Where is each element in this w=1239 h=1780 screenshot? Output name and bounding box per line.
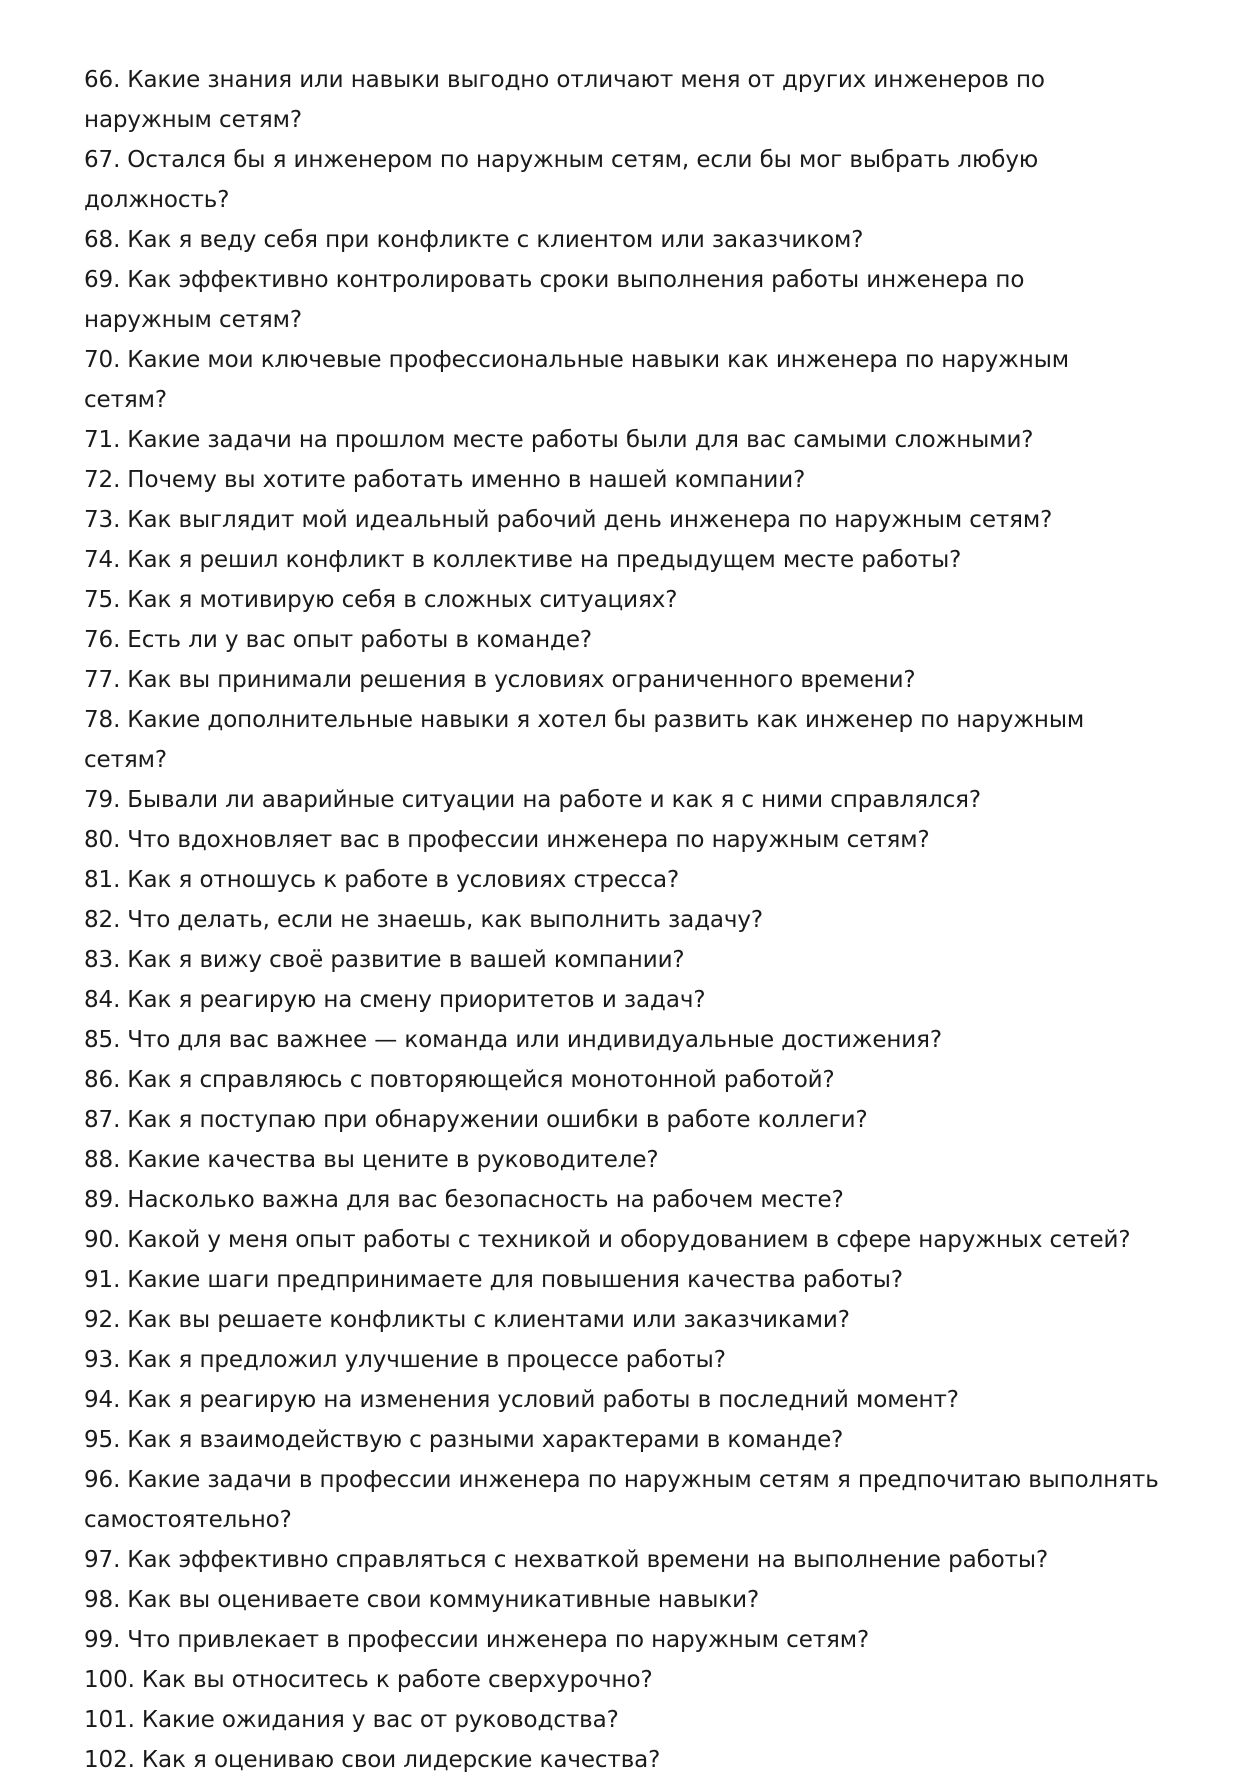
question-item (84, 980, 1159, 1020)
question-text: Как вы решаете конфликты с клиентами или заказчиками? (127, 1307, 850, 1333)
question-item (84, 1140, 1159, 1180)
question-text: Как я реагирую на смену приоритетов и задач? (127, 987, 706, 1013)
question-text: Как эффективно справляться с нехваткой времени на выполнение работы? (127, 1547, 1049, 1573)
question-text: Какие шаги предпринимаете для повышения качества работы? (127, 1267, 903, 1293)
question-text: Есть ли у вас опыт работы в команде? (127, 627, 592, 653)
question-number: 85. (84, 1027, 121, 1053)
question-text: Какие качества вы цените в руководителе? (127, 1147, 659, 1173)
question-number: 80. (84, 827, 121, 853)
question-number: 86. (84, 1067, 121, 1093)
question-number: 95. (84, 1427, 121, 1453)
question-item (84, 780, 1159, 820)
question-text: Бывали ли аварийные ситуации на работе и как я с ними справлялся? (127, 787, 982, 813)
question-text: Что делать, если не знаешь, как выполнить задачу? (127, 907, 764, 933)
question-text: Какие мои ключевые профессиональные навыки как инженера по наружным сетям? (84, 347, 1070, 413)
question-item (84, 1020, 1159, 1060)
question-item (84, 540, 1159, 580)
question-text: Какие дополнительные навыки я хотел бы развить как инженер по наружным сетям? (84, 707, 1085, 773)
question-number: 77. (84, 667, 121, 693)
question-item (84, 1260, 1159, 1300)
question-item (84, 140, 1159, 220)
question-number: 70. (84, 347, 121, 373)
question-number: 87. (84, 1107, 121, 1133)
question-number: 76. (84, 627, 121, 653)
question-number: 81. (84, 867, 121, 893)
question-number: 66. (84, 67, 121, 93)
question-text: Как я предложил улучшение в процессе работы? (127, 1347, 726, 1373)
question-text: Какие ожидания у вас от руководства? (141, 1707, 619, 1733)
question-number: 96. (84, 1467, 121, 1493)
question-item (84, 1420, 1159, 1460)
question-number: 91. (84, 1267, 121, 1293)
question-text: Как я веду себя при конфликте с клиентом или заказчиком? (127, 227, 864, 253)
question-text: Как я взаимодействую с разными характерами в команде? (127, 1427, 844, 1453)
question-number: 101. (84, 1707, 135, 1733)
question-item (84, 460, 1159, 500)
question-item (84, 1460, 1159, 1540)
question-item (84, 220, 1159, 260)
question-text: Что привлекает в профессии инженера по наружным сетям? (127, 1627, 870, 1653)
question-number: 98. (84, 1587, 121, 1613)
question-item (84, 700, 1159, 780)
question-item (84, 420, 1159, 460)
question-item (84, 1540, 1159, 1580)
question-number: 75. (84, 587, 121, 613)
question-item (84, 820, 1159, 860)
question-number: 83. (84, 947, 121, 973)
question-item (84, 1180, 1159, 1220)
question-item (84, 580, 1159, 620)
question-number: 71. (84, 427, 121, 453)
question-number: 93. (84, 1347, 121, 1373)
question-number: 74. (84, 547, 121, 573)
question-number: 100. (84, 1667, 135, 1693)
question-item (84, 500, 1159, 540)
question-text: Насколько важна для вас безопасность на рабочем месте? (127, 1187, 844, 1213)
question-text: Как вы принимали решения в условиях ограниченного времени? (127, 667, 916, 693)
question-number: 79. (84, 787, 121, 813)
question-item (84, 860, 1159, 900)
question-text: Как вы относитесь к работе сверхурочно? (141, 1667, 653, 1693)
question-item (84, 1220, 1159, 1260)
question-list (84, 60, 1159, 1780)
question-number: 97. (84, 1547, 121, 1573)
question-text: Какие знания или навыки выгодно отличают меня от других инженеров по наружным сетям? (84, 67, 1045, 133)
question-item (84, 900, 1159, 940)
question-item (84, 340, 1159, 420)
question-text: Как я поступаю при обнаружении ошибки в работе коллеги? (127, 1107, 868, 1133)
question-number: 90. (84, 1227, 121, 1253)
question-item (84, 1100, 1159, 1140)
question-item (84, 620, 1159, 660)
question-item (84, 660, 1159, 700)
question-item (84, 1380, 1159, 1420)
question-item (84, 60, 1159, 140)
question-text: Как я вижу своё развитие в вашей компании? (127, 947, 685, 973)
question-number: 89. (84, 1187, 121, 1213)
question-item (84, 260, 1159, 340)
question-number: 68. (84, 227, 121, 253)
question-number: 67. (84, 147, 121, 173)
question-text: Как я реагирую на изменения условий работы в последний момент? (127, 1387, 959, 1413)
question-item (84, 1660, 1159, 1700)
question-item (84, 1620, 1159, 1660)
question-text: Что для вас важнее — команда или индивидуальные достижения? (127, 1027, 943, 1053)
question-number: 99. (84, 1627, 121, 1653)
question-number: 92. (84, 1307, 121, 1333)
question-number: 102. (84, 1747, 135, 1773)
question-text: Как выглядит мой идеальный рабочий день инженера по наружным сетям? (127, 507, 1053, 533)
question-item (84, 1700, 1159, 1740)
question-text: Как я мотивирую себя в сложных ситуациях? (127, 587, 678, 613)
question-number: 72. (84, 467, 121, 493)
question-text: Как я отношусь к работе в условиях стресса? (127, 867, 680, 893)
question-number: 73. (84, 507, 121, 533)
question-item (84, 1580, 1159, 1620)
question-text: Какой у меня опыт работы с техникой и оборудованием в сфере наружных сетей? (127, 1227, 1131, 1253)
question-text: Как эффективно контролировать сроки выполнения работы инженера по наружным сетям? (84, 267, 1025, 333)
question-text: Остался бы я инженером по наружным сетям, если бы мог выбрать любую должность? (84, 147, 1039, 213)
question-text: Почему вы хотите работать именно в нашей компании? (127, 467, 806, 493)
question-number: 94. (84, 1387, 121, 1413)
question-item (84, 1300, 1159, 1340)
question-text: Какие задачи в профессии инженера по наружным сетям я предпочитаю выполнять самостоятельно? (84, 1467, 1159, 1533)
question-text: Что вдохновляет вас в профессии инженера по наружным сетям? (127, 827, 930, 853)
question-item (84, 1740, 1159, 1780)
question-item (84, 1060, 1159, 1100)
question-text: Как я оцениваю свои лидерские качества? (141, 1747, 661, 1773)
question-number: 78. (84, 707, 121, 733)
question-text: Какие задачи на прошлом месте работы были для вас самыми сложными? (127, 427, 1034, 453)
question-item (84, 940, 1159, 980)
question-number: 88. (84, 1147, 121, 1173)
document-page (84, 60, 1159, 1780)
question-number: 69. (84, 267, 121, 293)
question-number: 84. (84, 987, 121, 1013)
question-text: Как вы оцениваете свои коммуникативные навыки? (127, 1587, 760, 1613)
question-text: Как я справляюсь с повторяющейся монотонной работой? (127, 1067, 835, 1093)
question-item (84, 1340, 1159, 1380)
question-text: Как я решил конфликт в коллективе на предыдущем месте работы? (127, 547, 962, 573)
question-number: 82. (84, 907, 121, 933)
